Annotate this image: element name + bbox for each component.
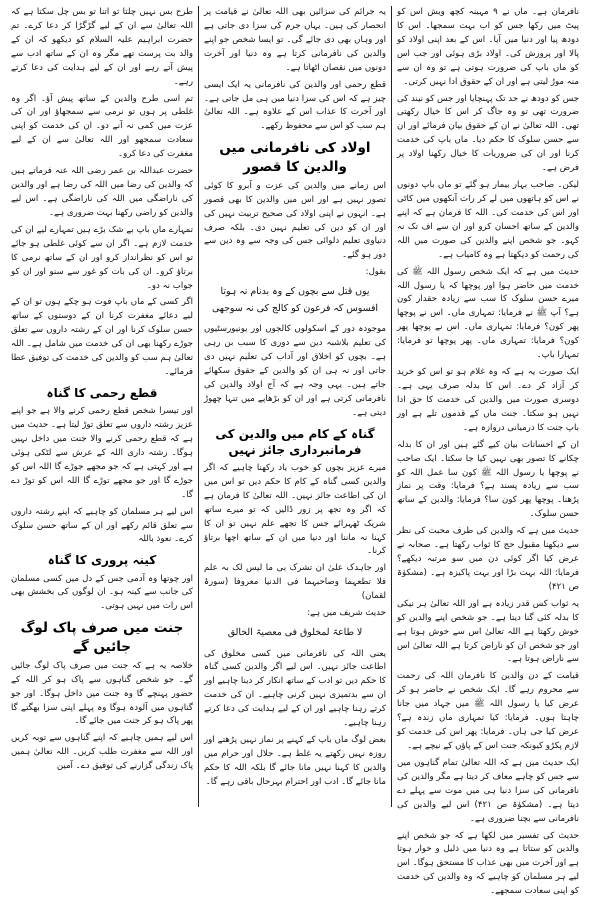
body-paragraph: اس لیے ہر مسلمان کو چاہیے کہ اپنے رشتہ داروں سے تعلق قائم رکھے اور ان کے ساتھ حسن سلوک کرے۔ نعوذ باللہ bbox=[11, 506, 193, 545]
body-paragraph: لیکن۔ صاحب بہار بیمار ہو گئے تو ماں باپ دونوں نے اس کو ہاتھوں میں لے کر رات آنکھوں میں کاٹی اور اس کی خدمت کی۔ اللہ کا فرمان ہے کہ اپنے والدین کے ساتھ احسان کرو اور ان سے اف تک نہ کہو۔ جو شخص اپنے والدین کی صورت میں اللہ کی رحمت کو دیکھتا ہے وہ کامیاب ہے۔ bbox=[397, 180, 579, 260]
verse-quote: یوں قتل سے بچوں کے وہ بدنام نہ ہوتا افسوس کہ فرعون کو کالج کی نہ سوجھی bbox=[211, 286, 379, 314]
body-paragraph: حدیث شریف میں ہے: bbox=[307, 608, 386, 619]
col-right bbox=[392, 6, 584, 897]
body-paragraph: قطع رحمی اور والدین کی نافرمانی یہ ایک ایسی چیز ہے کہ اس کی سزا دنیا میں ہی مل جاتی ہے۔ اور آخرت کا عذاب اس کے علاوہ ہے۔ اللہ تعالیٰ ہم سب کو اس سے محفوظ رکھے۔ bbox=[204, 79, 386, 132]
body-paragraph: بقول: bbox=[365, 267, 386, 278]
col-middle bbox=[199, 6, 392, 807]
body-paragraph: حدیث میں ہے کہ والدین کی طرف محبت کی نظر سے دیکھنا مقبول حج کا ثواب رکھتا ہے۔ صحابہ نے عرض کیا اگر کوئی دن میں سو مرتبہ دیکھے؟ فرمایا: اللہ بہت بڑا اور بہت پاکیزہ ہے۔ (مشکوٰۃ ص ۴۲۱) bbox=[397, 526, 579, 592]
section-heading: گناہ کے کام میں والدین کی فرمانبرداری جائز نہیں bbox=[215, 426, 375, 457]
body-paragraph: حضرت عبداللہ بن عمر رضی اللہ عنہ فرماتے ہیں کہ والدین کی رضا میں اللہ کی رضا ہے اور والدین کی ناراضگی میں اللہ کی ناراضگی ہے۔ اس لیے والدین کو راضی رکھنا بہت ضروری ہے۔ bbox=[11, 166, 193, 218]
body-paragraph: حدیث میں ہے کہ ایک شخص رسول اللہ ﷺ کی خدمت میں حاضر ہوا اور پوچھا کہ یا رسول اللہ میرے حسن سلوک کا سب سے زیادہ حقدار کون ہے؟ آپ ﷺ نے فرمایا: تمہاری ماں۔ اس نے پوچھا پھر کون؟ فرمایا: تمہاری ماں۔ اس نے پوچھا پھر کون؟ فرمایا: تمہاری ماں۔ پھر پوچھا تو فرمایا: تمہارا باپ۔ bbox=[397, 266, 579, 361]
body-paragraph: یہ ثواب کس قدر زیادہ ہے اور اللہ تعالیٰ ہر نیکی کا بدلہ کئی گنا دیتا ہے۔ جو شخص اپنے والدین کو خوش رکھتا ہے اللہ تعالیٰ اس سے خوش ہوتا ہے اور جو شخص ان کو ناراض کرتا ہے اللہ تعالیٰ اس سے ناراض ہوتا ہے۔ bbox=[397, 598, 579, 665]
body-paragraph: موجودہ دور کے اسکولوں کالجوں اور یونیورسٹیوں کی تعلیم بلاشبہ دین سے دوری کا سبب بن رہی ہے۔ بچوں کو اخلاق اور آداب کی تعلیم نہیں دی جاتی اور نہ ہی ان کو والدین کے حقوق سکھائے جاتے ہیں۔ یہی وجہ ہے کہ آج اولاد والدین کی نافرمانی کرتی ہے اور ان کو بڑھاپے میں تنہا چھوڑ دیتی ہے۔ bbox=[204, 324, 386, 418]
body-paragraph: اس لیے ہمیں چاہیے کہ اپنے گناہوں سے توبہ کریں اور اللہ سے مغفرت طلب کریں۔ اللہ تعالیٰ ہمیں پاک زندگی گزارنے کی توفیق دے۔ آمین bbox=[11, 733, 193, 772]
body-paragraph: اور چوتھا وہ آدمی جس کے دل میں کسی مسلمان کی جانب سے کینہ ہو۔ ان لوگوں کی بخشش بھی اس رات میں نہیں ہوتی۔ bbox=[11, 573, 193, 612]
body-paragraph: یہ جرائم کی سزائیں بھی اللہ تعالیٰ نے قیامت پر انحصار کی ہیں۔ یہاں جرم کی سزا دی جاتی ہے اور وہاں بھی دی جائے گی۔ تو ایسا شخص جو اپنے والدین کی نافرمانی کرتا ہے وہ دنیا اور آخرت دونوں میں نقصان اٹھاتا ہے۔ bbox=[204, 7, 386, 73]
section-heading: قطع رحمی کا گناہ bbox=[46, 385, 158, 400]
body-paragraph: ایک حدیث میں ہے کہ اللہ تعالیٰ تمام گناہوں میں سے جس کو چاہے معاف کر دیتا ہے مگر والدین کی نافرمانی کی سزا دنیا ہی میں موت سے پہلے دے دیتا ہے۔ (مشکوٰۃ ص ۴۲۱) اس لیے والدین کی نافرمانی سے بچنا ضروری ہے۔ bbox=[397, 757, 580, 824]
body-paragraph: اگر کسی کے ماں باپ فوت ہو چکے ہوں تو ان کے لیے دعائے مغفرت کرنا ان کے دوستوں کے ساتھ حسن سلوک کرنا اور ان کے رشتہ داروں سے تعلق جوڑے رکھنا بھی ان کی خدمت میں شامل ہے۔ اللہ تعالیٰ ہم سب کو والدین کی خدمت کی توفیق عطا فرمائے۔ bbox=[11, 297, 193, 378]
body-paragraph: خلاصہ یہ ہے کہ جنت میں صرف پاک لوگ جائیں گے۔ جو شخص گناہوں سے پاک ہو کر اللہ کے حضور پہنچے گا وہ جنت میں داخل ہوگا۔ اور جو گناہوں میں آلودہ ہوگا وہ پہلے اپنی سزا بھگتے گا پھر پاک ہو کر جنت میں جائے گا۔ bbox=[11, 660, 193, 727]
body-paragraph: تم اسی طرح والدین کے ساتھ پیش آؤ۔ اگر وہ غلطی پر ہوں تو نرمی سے سمجھاؤ اور ان کی عزت میں کمی نہ آنے دو۔ ان کی خدمت کو اپنی سعادت سمجھو اور اللہ تعالیٰ سے ان کے لیے مغفرت کی دعا کرو۔ bbox=[11, 93, 193, 160]
body-paragraph: ان کے احسانات بیان کیے گئے ہیں اور ان کا بدلہ چکانے کا تصور بھی نہیں کیا جا سکتا۔ ایک صاحب نے پوچھا یا رسول اللہ ﷺ کون سا عمل اللہ کو سب سے زیادہ پسند ہے؟ فرمایا: وقت پر نماز پڑھنا۔ پوچھا پھر کون سا؟ فرمایا: والدین کے ساتھ حسن سلوک۔ bbox=[397, 439, 579, 520]
body-paragraph: نافرمان ہے۔ ماں نے ۹ مہینہ کچھ ویش اس کو پیٹ میں رکھا جس کو اب بہت سمجھا۔ اس کا دودھ پیا اور دنیا میں آیا۔ اس کے بعد اپنی اولاد کو پالا اور پرورش کی۔ اولاد بڑی ہوئی اور جب اس کو ماں باپ کی ضرورت ہوتی ہے تو وہ ان سے منہ موڑ لیتی ہے اور ان کے حقوق ادا نہیں کرتی۔ bbox=[397, 7, 580, 87]
verse-quote: لا طاعۃ لمخلوق فی معصیۃ الخالق bbox=[227, 627, 363, 639]
body-paragraph: طرح بس نہیں چلتا تو اتنا تو بس چل سکتا ہے کہ اللہ تعالیٰ سے ان کے لیے گڑگڑا کر دعا کرے۔ تم حضرت ابراہیم علیہ السلام کو دیکھو کہ ان کے والد بت پرست تھے مگر وہ ان کے ساتھ ادب سے پیش آتے رہے اور ان کے لیے ہدایت کی دعا کرتے رہے۔ bbox=[11, 7, 193, 87]
section-heading: اولاد کی نافرمانی میں والدین کا قصور bbox=[219, 140, 371, 175]
body-paragraph: حدیث کی تفسیر میں لکھا ہے کہ جو شخص اپنے والدین کو ستاتا ہے وہ دنیا میں ذلیل و خوار ہوتا ہے اور آخرت میں بھی عذاب کا مستحق ہوگا۔ اس لیے ہر مسلمان کو چاہیے کہ وہ والدین کی خدمت کو اپنی سعادت سمجھے۔ bbox=[397, 830, 579, 897]
body-paragraph: یعنی اللہ کی نافرمانی میں کسی مخلوق کی اطاعت جائز نہیں۔ اس لیے اگر والدین کسی گناہ کا حکم دیں تو ادب کے ساتھ انکار کر دینا چاہیے اور ان سے بدتمیزی نہیں کرنی چاہیے۔ ان کی خدمت کرتے رہنا چاہیے اور ان کے لیے ہدایت کی دعا کرتے رہنا چاہیے۔ bbox=[204, 648, 386, 729]
body-paragraph: تمہارے ماں باپ بے شک بڑے ہیں تمہارے لیے ان کی خدمت لازم ہے۔ اگر ان سے کوئی غلطی ہو جائے تو اس کو نظرانداز کرو اور ان کے ساتھ نرمی کا برتاؤ کرو۔ ان کی بات کو غور سے سنو اور ان کو جواب نہ دو۔ bbox=[11, 224, 193, 291]
body-paragraph: میرے عزیز بچوں کو خوب یاد رکھنا چاہیے کہ اگر والدین کسی گناہ کے کام کا حکم دیں تو اس میں ان کی اطاعت جائز نہیں۔ اللہ تعالیٰ کا فرمان ہے کہ اگر وہ تجھ پر زور ڈالیں کہ تو میرے ساتھ شریک ٹھہرائے جس کا تجھے علم نہیں تو ان کا کہنا نہ ماننا اور دنیا میں ان کے ساتھ اچھا برتاؤ کرنا۔ bbox=[204, 462, 386, 557]
section-heading: جنت میں صرف پاک لوگ جائیں گے bbox=[20, 620, 184, 655]
body-paragraph: اس زمانے میں والدین کی عزت و آبرو کا کوئی تصور نہیں ہے اور اس میں والدین کا بھی قصور ہے۔ انہوں نے اپنی اولاد کی صحیح تربیت نہیں کی اور ان کو دین کی تعلیم نہیں دی۔ بلکہ صرف دنیاوی تعلیم دلوائی جس کی وجہ سے وہ دین سے دور ہو گئے۔ bbox=[204, 180, 386, 261]
body-paragraph: اور جاہدک علیٰ ان تشرک بی ما لیس لک بہ علم فلا تطعہما وصاحبہما فی الدنیا معروفا (سورۂ لقمان) bbox=[204, 563, 386, 602]
body-paragraph: اور تیسرا شخص قطع رحمی کرنے والا ہے جو اپنے عزیز رشتہ داروں سے تعلق توڑ لیتا ہے۔ حدیث میں ہے کہ قطع رحمی کرنے والا جنت میں داخل نہیں ہوگا۔ رشتہ داری اللہ کے عرش سے لٹکی ہوئی ہے اور کہتی ہے کہ جو مجھے جوڑے گا اللہ اس کو جوڑے گا اور جو مجھے توڑے گا اللہ اس کو توڑ دے گا۔ bbox=[11, 406, 193, 500]
col-left bbox=[6, 6, 199, 807]
body-paragraph: بعض لوگ ماں باپ کے کہنے پر نماز نہیں پڑھتے اور روزہ نہیں رکھتے یہ غلط ہے۔ حلال اور حرام میں والدین کا کہنا نہیں مانا جائے گا بلکہ اللہ کا حکم مانا جائے گا۔ ادب اور احترام بہرحال باقی رہے گا۔ bbox=[204, 735, 386, 787]
section-heading: کینہ پروری کا گناہ bbox=[47, 553, 157, 568]
body-paragraph: قیامت کے دن والدین کا نافرمان اللہ کی رحمت سے محروم رہے گا۔ ایک شخص نے حاضر ہو کر عرض کیا یا رسول اللہ ﷺ میں جہاد میں جانا چاہتا ہوں۔ فرمایا: کیا تمہاری ماں زندہ ہے؟ عرض کیا جی ہاں۔ فرمایا: پھر اس کی خدمت کو لازم پکڑو کیونکہ جنت اس کے پاؤں کے نیچے ہے۔ bbox=[397, 671, 579, 752]
body-paragraph: ایک صورت یہ ہے کہ وہ غلام ہو تو اس کو خرید کر آزاد کر دے۔ اس کا بدلہ صرف یہی ہے۔ دوسری صورت میں والدین کی خدمت کا حق ادا نہیں ہو سکتا۔ جنت ماں کے قدموں تلے ہے اور باپ جنت کا درمیانی دروازہ ہے۔ bbox=[397, 367, 579, 433]
body-paragraph: جس کو دودھ نے حد تک پہنچایا اور جس کو نیند کی ضرورت تھی تو وہ جاگ کر اس کا خیال رکھتی تھی۔ اللہ تعالیٰ نے ان کے حقوق بیان فرمائے اور ان سے حسن سلوک کا حکم دیا۔ ماں باپ کی خدمت کرنا اور ان کی ضروریات کا خیال رکھنا اولاد پر فرض ہے۔ bbox=[396, 93, 579, 174]
